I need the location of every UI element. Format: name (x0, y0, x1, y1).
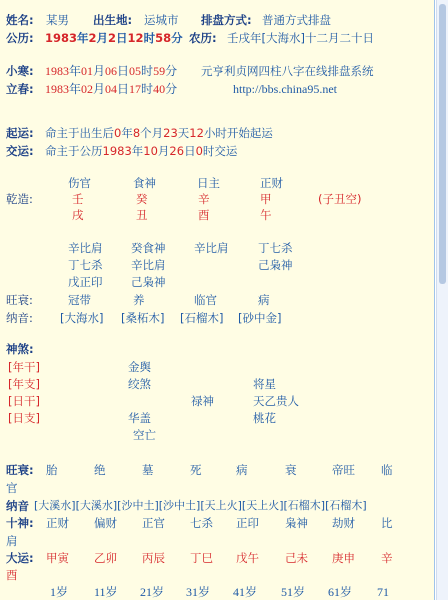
nayin-month: [桑柘木] (121, 311, 165, 325)
hidden-year-2: 丁七杀 (68, 258, 103, 272)
dayun-ss-7: 劫财 (332, 516, 355, 530)
stem-year: 壬 (72, 192, 84, 206)
tengod-month: 食神 (133, 176, 156, 190)
hidden-hour-1: 丁七杀 (258, 241, 293, 255)
dayun-ws-7: 帝旺 (332, 463, 355, 477)
dayun-pillar-6: 己未 (285, 551, 308, 565)
dayun-ss-6: 枭神 (285, 516, 308, 530)
lichun-value: 1983年02月04日17时40分 (45, 82, 178, 96)
dayun-pillar-4: 丁巳 (190, 551, 213, 565)
stem-month: 癸 (136, 192, 148, 206)
lunar-label: 农历: (189, 31, 217, 45)
dayun-ss-8: 比 (381, 516, 393, 530)
stem-hour: 甲 (260, 192, 272, 206)
birthplace-label: 出生地: (93, 13, 133, 27)
nayin-day: [石榴木] (180, 311, 224, 325)
shensha-jiangxing: 将星 (253, 377, 276, 391)
dayun-pillar-7: 庚申 (332, 551, 355, 565)
dayun-pillar-wrap: 酉 (6, 568, 18, 582)
void-branches: (子丑空) (318, 192, 362, 206)
nayin-label: 纳音: (6, 311, 33, 325)
age-6: 51岁 (281, 585, 306, 599)
method-label: 排盘方式: (201, 13, 252, 27)
dayun-ss-5: 正印 (236, 516, 259, 530)
branch-month: 丑 (136, 208, 148, 222)
age-3: 21岁 (140, 585, 165, 599)
shensha-pillar-nian-gan: [年干] (8, 360, 40, 374)
xiaohan-value: 1983年01月06日05时59分 (45, 64, 178, 78)
shensha-tianyi: 天乙贵人 (253, 394, 299, 408)
stem-day: 辛 (198, 192, 210, 206)
tengod-year: 伤官 (68, 176, 91, 190)
dayun-wangshuai-label: 旺衰: (6, 463, 34, 477)
shensha-lushen: 禄神 (191, 394, 214, 408)
wangshuai-label: 旺衰: (6, 293, 33, 307)
lichun-label: 立春: (6, 82, 34, 96)
branch-hour: 午 (260, 208, 272, 222)
dayun-ws-5: 病 (236, 463, 248, 477)
method-value: 普通方式排盘 (262, 13, 331, 27)
qianzao-label: 乾造: (6, 192, 33, 206)
name-value: 某男 (46, 13, 69, 27)
dayun-ss-3: 正官 (142, 516, 165, 530)
qiyun-label: 起运: (6, 126, 34, 140)
shensha-kongwang: 空亡 (133, 428, 156, 442)
name-label: 姓名: (6, 13, 34, 27)
dayun-ws-wrap: 官 (6, 481, 18, 495)
dayun-shishen-label: 十神: (6, 516, 34, 530)
dayun-ws-6: 衰 (285, 463, 297, 477)
system-name: 元亨利贞网四柱八字在线排盘系统 (201, 64, 374, 78)
solar-label: 公历: (6, 31, 34, 45)
dayun-nayin: [大溪水][大溪水][沙中土][沙中土][天上火][天上火][石榴木][石榴木] (34, 499, 367, 512)
dayun-pillar-1: 甲寅 (46, 551, 69, 565)
hidden-day-1: 辛比肩 (194, 241, 229, 255)
shensha-pillar-nian-zhi: [年支] (8, 377, 40, 391)
dayun-nayin-label: 纳音 (6, 499, 29, 513)
shensha-huagai: 华盖 (128, 411, 151, 425)
branch-day: 酉 (198, 208, 210, 222)
age-7: 61岁 (328, 585, 353, 599)
solar-date: 1983年2月2日12时58分 (45, 31, 183, 45)
hidden-month-1: 癸食神 (131, 241, 166, 255)
shensha-label: 神煞: (6, 342, 34, 356)
dayun-pillar-2: 乙卯 (94, 551, 117, 565)
shensha-jiaosha: 绞煞 (128, 377, 151, 391)
dayun-ss-4: 七杀 (190, 516, 213, 530)
age-5: 41岁 (233, 585, 258, 599)
tengod-hour: 正财 (260, 176, 283, 190)
dayun-ws-1: 胎 (46, 463, 58, 477)
nayin-year: [大海水] (60, 311, 104, 325)
shensha-pillar-ri-zhi: [日支] (8, 411, 40, 425)
age-8: 71 (377, 585, 389, 599)
branch-year: 戌 (72, 208, 84, 222)
dayun-ws-4: 死 (190, 463, 202, 477)
dayun-ws-2: 绝 (94, 463, 106, 477)
dayun-ss-1: 正财 (46, 516, 69, 530)
wangshuai-month: 养 (133, 293, 145, 307)
qiyun-text: 命主于出生后0年8个月23天12小时开始起运 (45, 126, 273, 140)
shensha-taohua: 桃花 (253, 411, 276, 425)
xiaohan-label: 小寒: (6, 64, 34, 78)
wangshuai-hour: 病 (258, 293, 270, 307)
lunar-value: 壬戌年[大海水]十二月二十日 (227, 31, 374, 45)
tengod-day: 日主 (197, 176, 220, 190)
scrollbar-thumb[interactable] (439, 4, 446, 284)
age-1: 1岁 (50, 585, 69, 599)
hidden-hour-2: 己枭神 (258, 258, 293, 272)
birthplace-value: 运城市 (144, 13, 179, 27)
hidden-year-1: 辛比肩 (68, 241, 103, 255)
forum-link[interactable]: http://bbs.china95.net (233, 82, 337, 96)
dayun-ss-2: 偏财 (94, 516, 117, 530)
dayun-ss-wrap: 肩 (6, 534, 18, 548)
jiaoyun-text: 命主于公历1983年10月26日0时交运 (45, 144, 238, 158)
wangshuai-day: 临官 (194, 293, 217, 307)
shensha-jinyu: 金舆 (128, 360, 151, 374)
dayun-label: 大运: (6, 551, 34, 565)
age-4: 31岁 (186, 585, 211, 599)
hidden-month-2: 辛比肩 (131, 258, 166, 272)
dayun-ws-3: 墓 (142, 463, 154, 477)
wangshuai-year: 冠带 (68, 293, 91, 307)
dayun-pillar-8: 辛 (381, 551, 393, 565)
shensha-pillar-ri-gan: [日干] (8, 394, 40, 408)
hidden-year-3: 戊正印 (68, 275, 103, 289)
hidden-month-3: 己枭神 (131, 275, 166, 289)
jiaoyun-label: 交运: (6, 144, 34, 158)
age-2: 11岁 (94, 585, 118, 599)
nayin-hour: [砂中金] (238, 311, 282, 325)
dayun-pillar-5: 戊午 (236, 551, 259, 565)
vertical-scrollbar[interactable] (436, 0, 448, 600)
dayun-pillar-3: 丙辰 (142, 551, 165, 565)
dayun-ws-8: 临 (381, 463, 393, 477)
